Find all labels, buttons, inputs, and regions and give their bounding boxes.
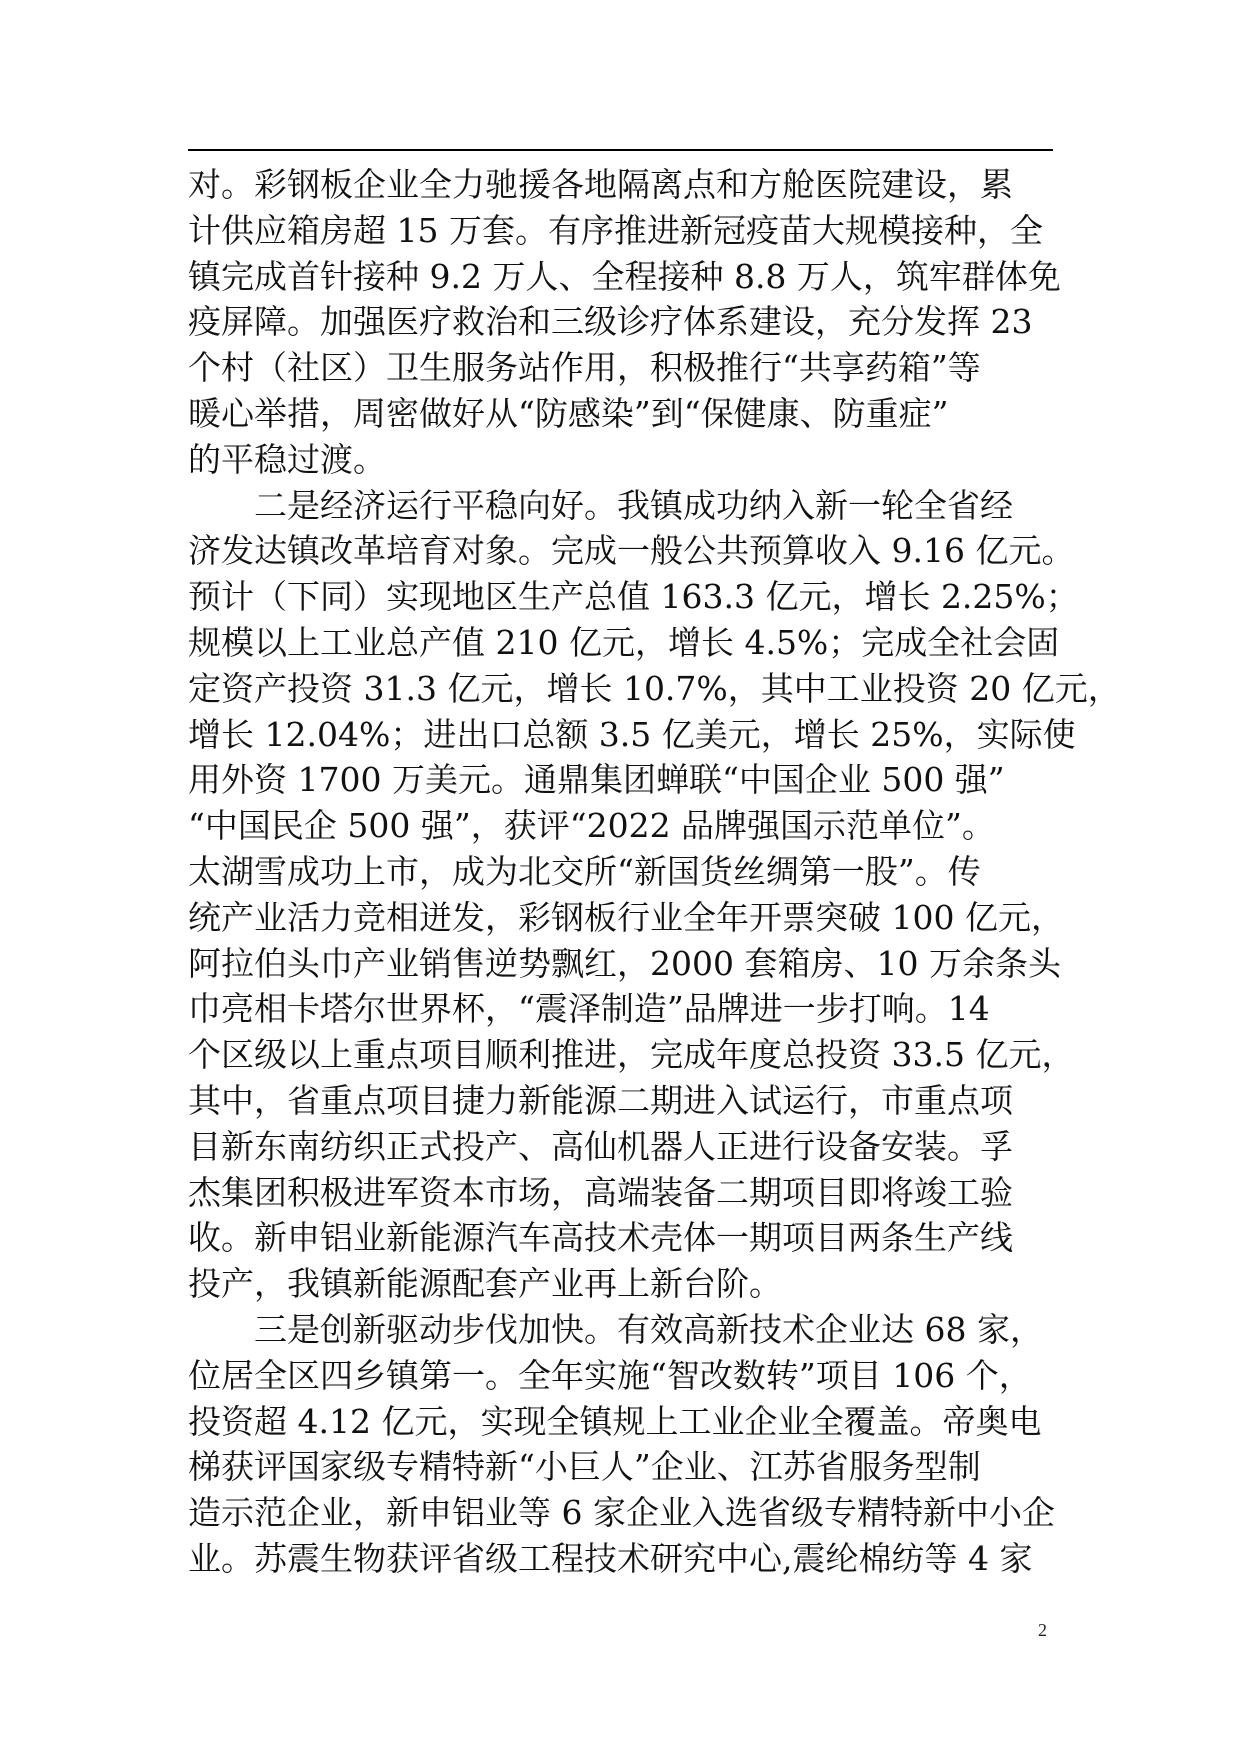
text-line: 济发达镇改革培育对象。完成一般公共预算收入 9.16 亿元。 [188, 531, 1075, 571]
paragraph [188, 1307, 1056, 1582]
text-line: 个村（社区）卫生服务站作用，积极推行“共享药箱”等 [188, 348, 981, 388]
text-line: 投资超 4.12 亿元，实现全镇规上工业企业全覆盖。帝奥电 [188, 1401, 1042, 1441]
paragraph [188, 162, 1061, 483]
text-line: 疫屏障。加强医疗救治和三级诊疗体系建设，充分发挥 23 [188, 302, 1033, 342]
text-line: 太湖雪成功上市，成为北交所“新国货丝绸第一股”。传 [188, 851, 981, 891]
text-line: 暖心举措，周密做好从“防感染”到“保健康、防重症” [188, 393, 949, 433]
text-line: 投产，我镇新能源配套产业再上新台阶。 [188, 1264, 782, 1304]
text-line: 目新东南纺织正式投产、高仙机器人正进行设备安装。孚 [188, 1126, 1013, 1166]
text-line: 二是经济运行平稳向好。我镇成功纳入新一轮全省经 [254, 485, 1013, 525]
text-line: 阿拉伯头巾产业销售逆势飘红，2000 套箱房、10 万余条头 [188, 943, 1061, 983]
text-line: 镇完成首针接种 9.2 万人、全程接种 8.8 万人，筑牢群体免 [188, 256, 1061, 296]
text-line: 计供应箱房超 15 万套。有序推进新冠疫苗大规模接种，全 [188, 210, 1043, 250]
text-line: 收。新申铝业新能源汽车高技术壳体一期项目两条生产线 [188, 1218, 1013, 1258]
text-line: 三是创新驱动步伐加快。有效高新技术企业达 68 家， [254, 1309, 1043, 1349]
text-line: 业。苏震生物获评省级工程技术研究中心,震纶棉纺等 4 家 [188, 1538, 1033, 1578]
page-number: 2 [1038, 1620, 1047, 1640]
text-line: 巾亮相卡塔尔世界杯，“震泽制造”品牌进一步打响。14 [188, 989, 990, 1029]
text-line: 杰集团积极进军资本市场，高端装备二期项目即将竣工验 [188, 1172, 1013, 1212]
text-line: 规模以上工业总产值 210 亿元，增长 4.5%；完成全社会固 [188, 622, 1060, 662]
text-line: 预计（下同）实现地区生产总值 163.3 亿元，增长 2.25%； [188, 577, 1079, 617]
text-line: 其中，省重点项目捷力新能源二期进入试运行，市重点项 [188, 1080, 1013, 1120]
text-line: 对。彩钢板企业全力驰援各地隔离点和方舱医院建设，累 [188, 165, 1013, 204]
text-line: 统产业活力竞相迸发，彩钢板行业全年开票突破 100 亿元， [188, 897, 1064, 937]
text-line: 造示范企业，新申铝业等 6 家企业入选省级专精特新中小企 [188, 1493, 1055, 1533]
text-line: 位居全区四乡镇第一。全年实施“智改数转”项目 106 个， [188, 1355, 1032, 1395]
text-line: 的平稳过渡。 [188, 439, 386, 479]
text-line: 增长 12.04%；进出口总额 3.5 亿美元，增长 25%，实际使 [188, 714, 1076, 754]
text-line: 定资产投资 31.3 亿元，增长 10.7%，其中工业投资 20 亿元， [188, 668, 1121, 708]
paragraph [188, 483, 1121, 1307]
text-line: 个区级以上重点项目顺利推进，完成年度总投资 33.5 亿元， [188, 1035, 1075, 1075]
text-line: 用外资 1700 万美元。通鼎集团蝉联“中国企业 500 强” [188, 760, 1005, 800]
text-line: “中国民企 500 强”，获评“2022 品牌强国示范单位”。 [188, 806, 995, 846]
document-body [188, 162, 1121, 1582]
text-line: 梯获评国家级专精特新“小巨人”企业、江苏省服务型制 [188, 1447, 981, 1487]
header-rule [188, 149, 1053, 151]
